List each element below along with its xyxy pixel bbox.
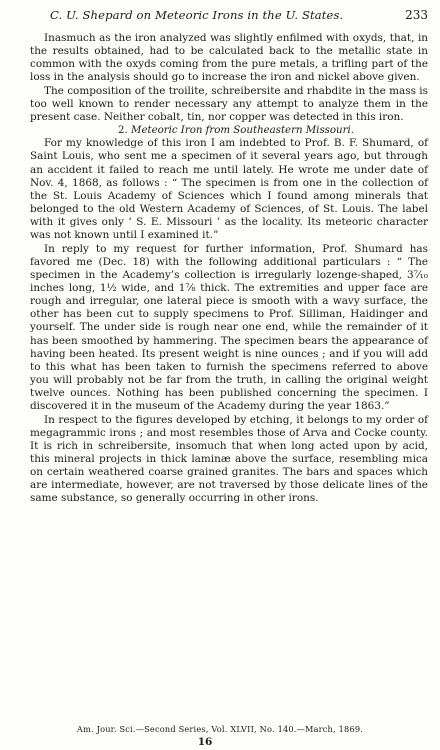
body-text bbox=[30, 32, 428, 506]
running-title: C. U. Shepard on Meteoric Irons in the U. States. bbox=[50, 8, 344, 22]
section-heading bbox=[30, 124, 428, 137]
journal-citation: Am. Jour. Sci.—Second Series, Vol. XLVII, No. 140.—March, 1869. bbox=[76, 724, 364, 734]
page-footer bbox=[0, 724, 440, 748]
paragraph: In reply to my request for further information, Prof. Shumard has favored me (Dec. 18) with the following additional particulars : “ The specimen in the Academy’s collection is irregularly lozenge-shaped, 3⁷⁄₁₀ inches long, 1½ wide, and 1⁷⁄₈ thick. The extremities and upper face are rough and irregular, one lateral piece is smooth with a wavy surface, the other has been cut to supply specimens to Prof. Silliman, Haidinger and yourself. The under side is rough near one end, while the remainder of it has been smoothed by hammering. The specimen bears the appearance of having been heated. Its present weight is nine ounces ; and if you will add to this what has been taken to furnish the specimens referred to above you will probably not be far from the truth, in calling the original weight twelve ounces. Nothing has been published concerning the specimen. I discovered it in the museum of the Academy during the year 1863.” bbox=[30, 242, 428, 413]
paragraph: Inasmuch as the iron analyzed was slightly enfilmed with oxyds, that, in the results obtained, had to be calculated back to the metallic state in common with the oxyds coming from the pure metals, a trifling part of the loss in the analysis should go to increase the iron and nickel above given. bbox=[30, 32, 428, 84]
section-number: 2. bbox=[118, 125, 128, 137]
page-header bbox=[30, 8, 428, 22]
page-number: 233 bbox=[405, 8, 428, 22]
signature-mark: 16 bbox=[197, 736, 213, 748]
paragraph: In respect to the figures developed by etching, it belongs to my order of megagrammic irons ; and most resembles those of Arva and Cocke county. It is rich in schreibersite, insomuch that when long acted upon by acid, this mineral projects in thick laminæ above the surface, resembling mica on certain weathered coarse grained granites. The bars and spaces which are intermediate, however, are not traversed by those delicate lines of the same substance, so generally occurring in other irons. bbox=[30, 413, 428, 505]
paragraph: For my knowledge of this iron I am indebted to Prof. B. F. Shumard, of Saint Louis, who sent me a specimen of it several years ago, but through an accident it failed to reach me until lately. He wrote me under date of Nov. 4, 1868, as follows : “ The specimen is from one in the collection of the St. Louis Academy of Sciences which I found among minerals that belonged to the old Western Academy of Sciences, of St. Louis. The label with it gives only ‘ S. E. Missouri ’ as the locality. Its meteoric character was not known until I examined it.” bbox=[30, 137, 428, 242]
paragraph: The composition of the troilite, schreibersite and rhabdite in the mass is too well known to render necessary any attempt to analyze them in the present case. Neither cobalt, tin, nor copper was detected in this iron. bbox=[30, 84, 428, 123]
section-title: Meteoric Iron from Southeastern Missouri. bbox=[131, 125, 354, 137]
